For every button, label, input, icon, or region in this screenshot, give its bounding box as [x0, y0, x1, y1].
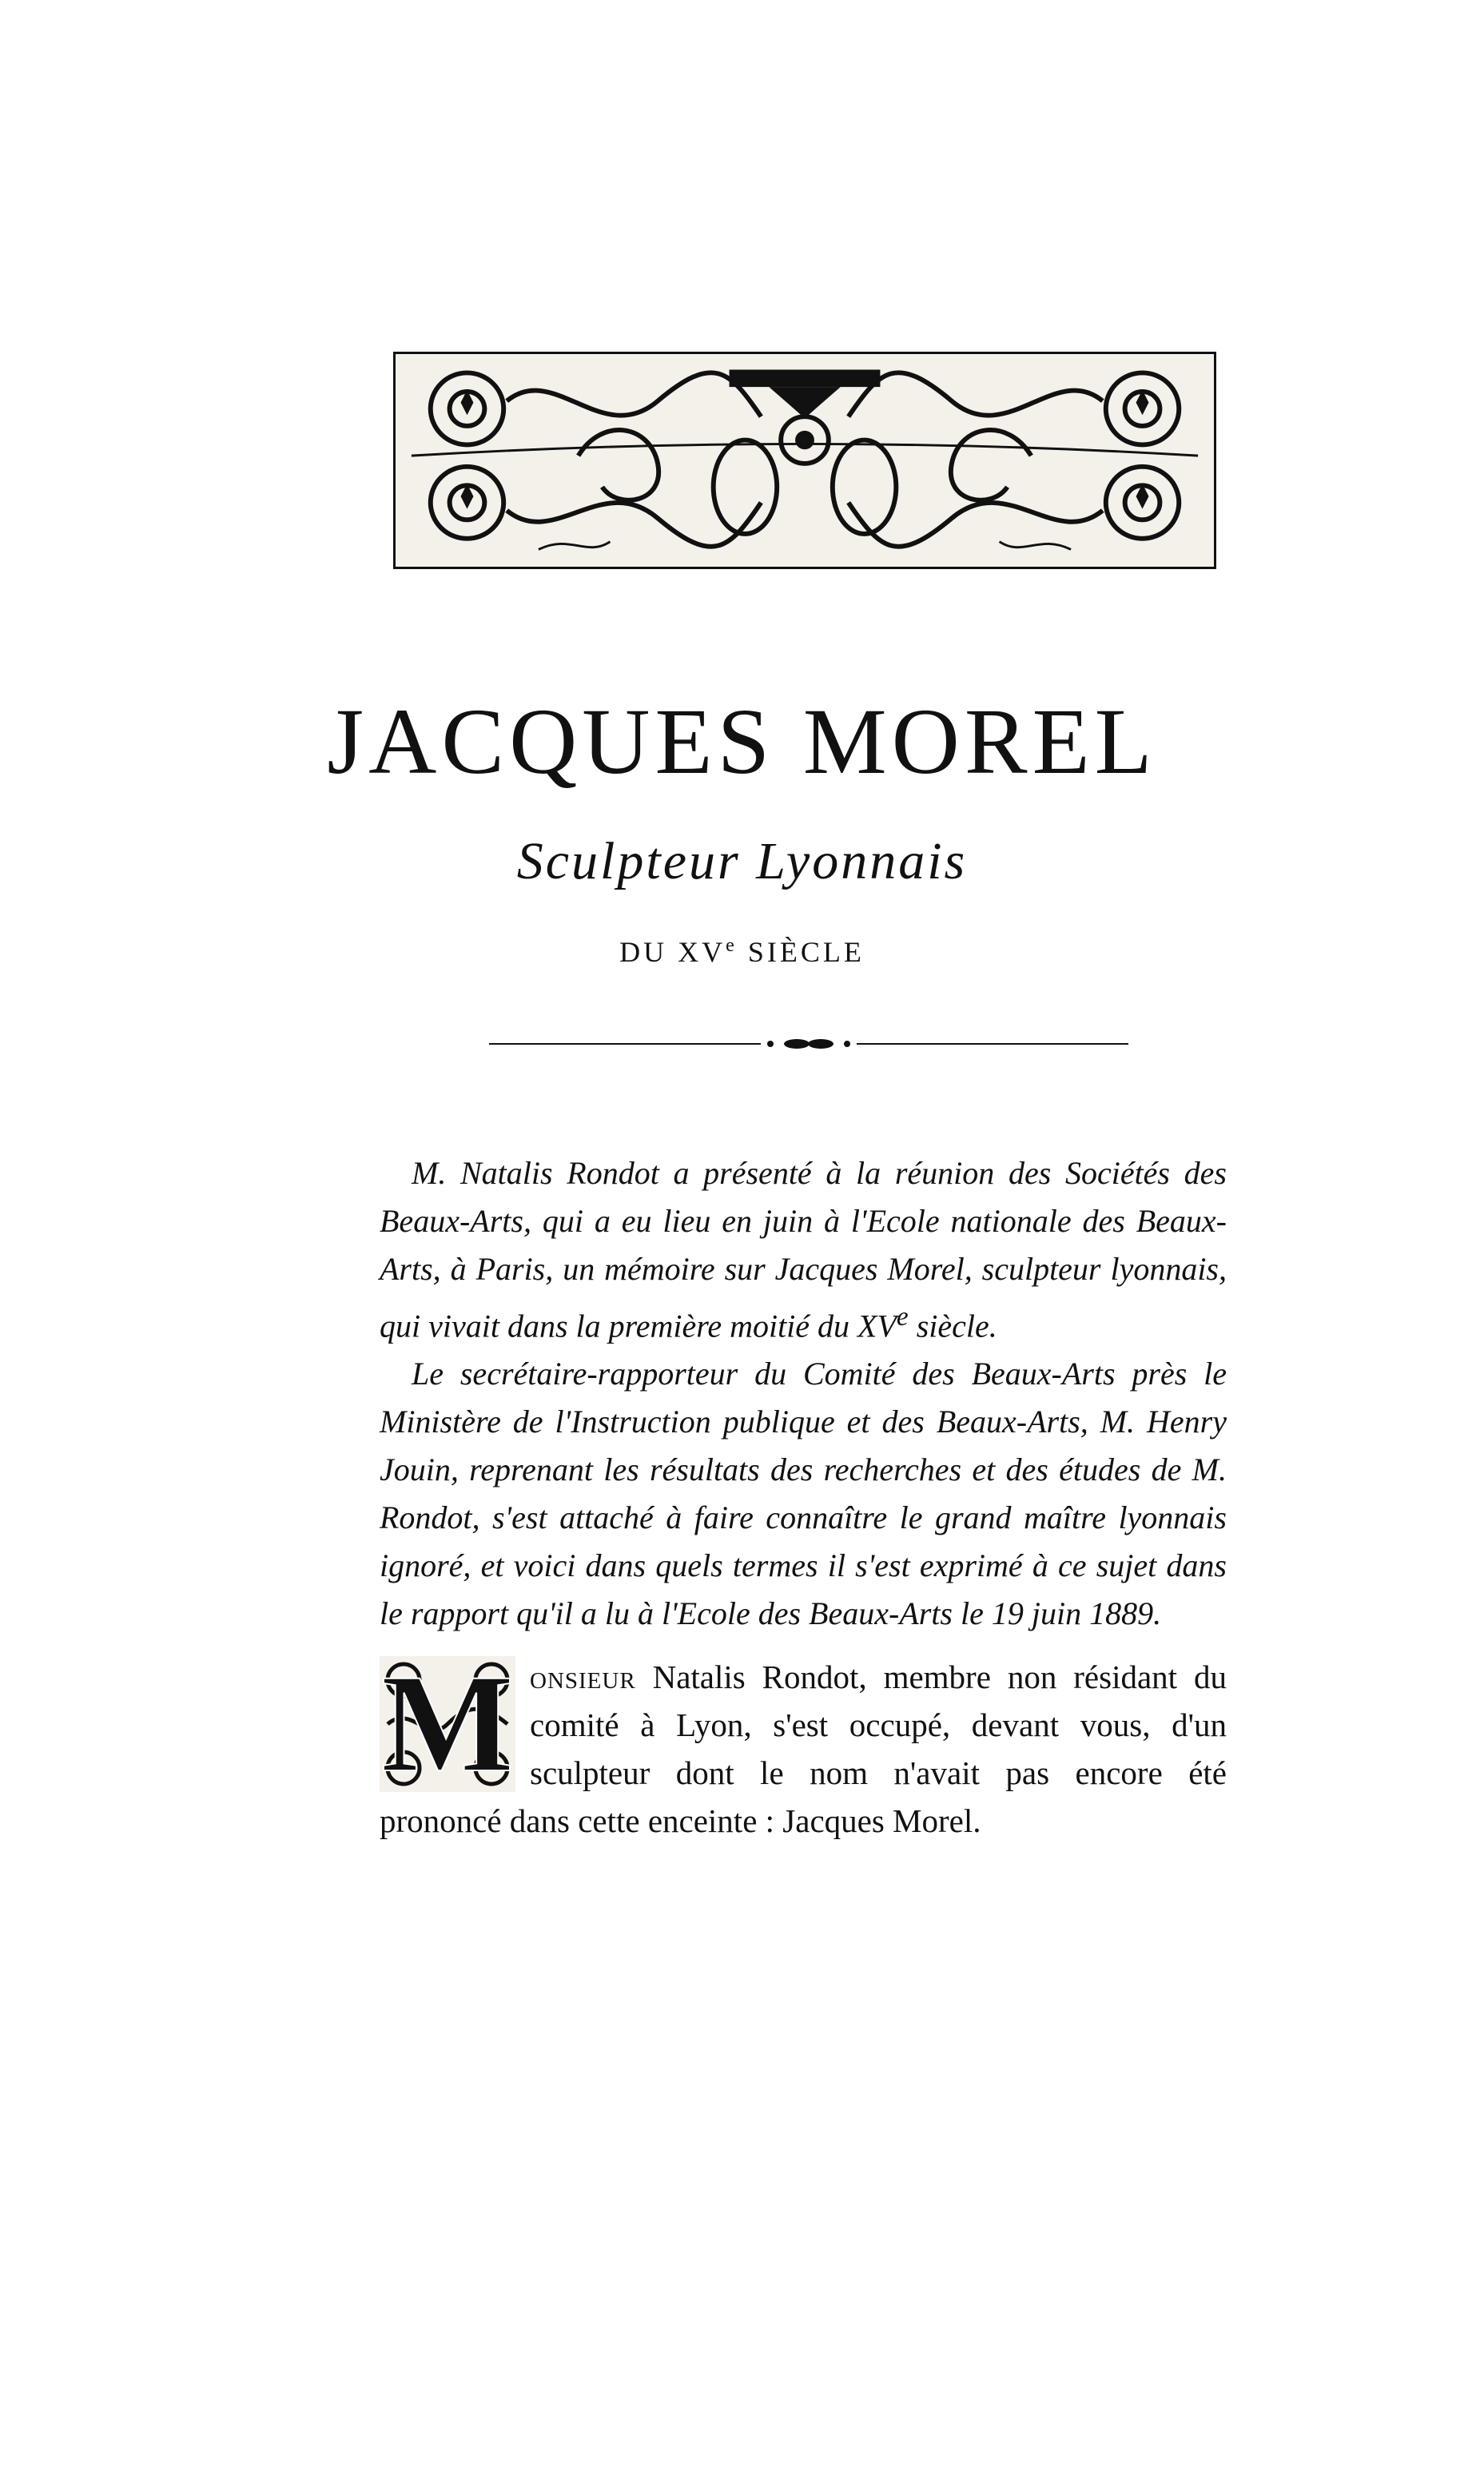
drop-cap: [380, 1646, 515, 1802]
intro-paragraph-text: M. Natalis Rondot a présenté à la réunion des Sociétés des Beaux-Arts, qui a eu lieu en juin à l'Ecole nationale des Beaux-Arts, à Paris, un mémoire sur Jacques Morel, sculpteur lyonnais, qui vivait dans la première moitié du XV: [380, 1155, 1227, 1344]
century-line: [0, 935, 1484, 969]
intro-paragraph-end: siècle.: [908, 1308, 997, 1344]
quote-lead-word: onsieur: [530, 1659, 636, 1695]
intro-paragraph: Le secrétaire-rapporteur du Comité des Beaux-Arts près le Ministère de l'Instruction publique et des Beaux-Arts, M. Henry Jouin, reprenant les résultats des recherches et des études de M. Rondot, s'est attaché à faire connaître le grand maître lyonnais ignoré, et voici dans quels termes il s'est exprimé à ce sujet dans le rapport qu'il a lu à l'Ecole des Beaux-Arts le 19 juin 1889.: [380, 1356, 1227, 1632]
intro-text: [380, 1149, 1227, 1638]
drop-cap-letter: M: [380, 1646, 515, 1802]
quoted-speech: [380, 1646, 1227, 1845]
century-suffix: SIÈCLE: [737, 936, 865, 968]
century-superscript: e: [726, 935, 738, 956]
intro-superscript: e: [896, 1302, 909, 1332]
page-title: JACQUES MOREL: [327, 689, 1157, 794]
ornamental-rule-icon: [489, 1036, 1128, 1052]
ornamental-headpiece-icon: [393, 352, 1216, 569]
century-prefix: DU XV: [619, 936, 726, 968]
page-subtitle: Sculpteur Lyonnais: [516, 832, 968, 890]
quote-body: Natalis Rondot, membre non résidant du comité à Lyon, s'est occupé, devant vous, d'un sculpteur dont le nom n'avait pas encore été prononcé dans cette enceinte : Jacques Morel.: [380, 1659, 1227, 1839]
intro-paragraph: [380, 1149, 1227, 1350]
